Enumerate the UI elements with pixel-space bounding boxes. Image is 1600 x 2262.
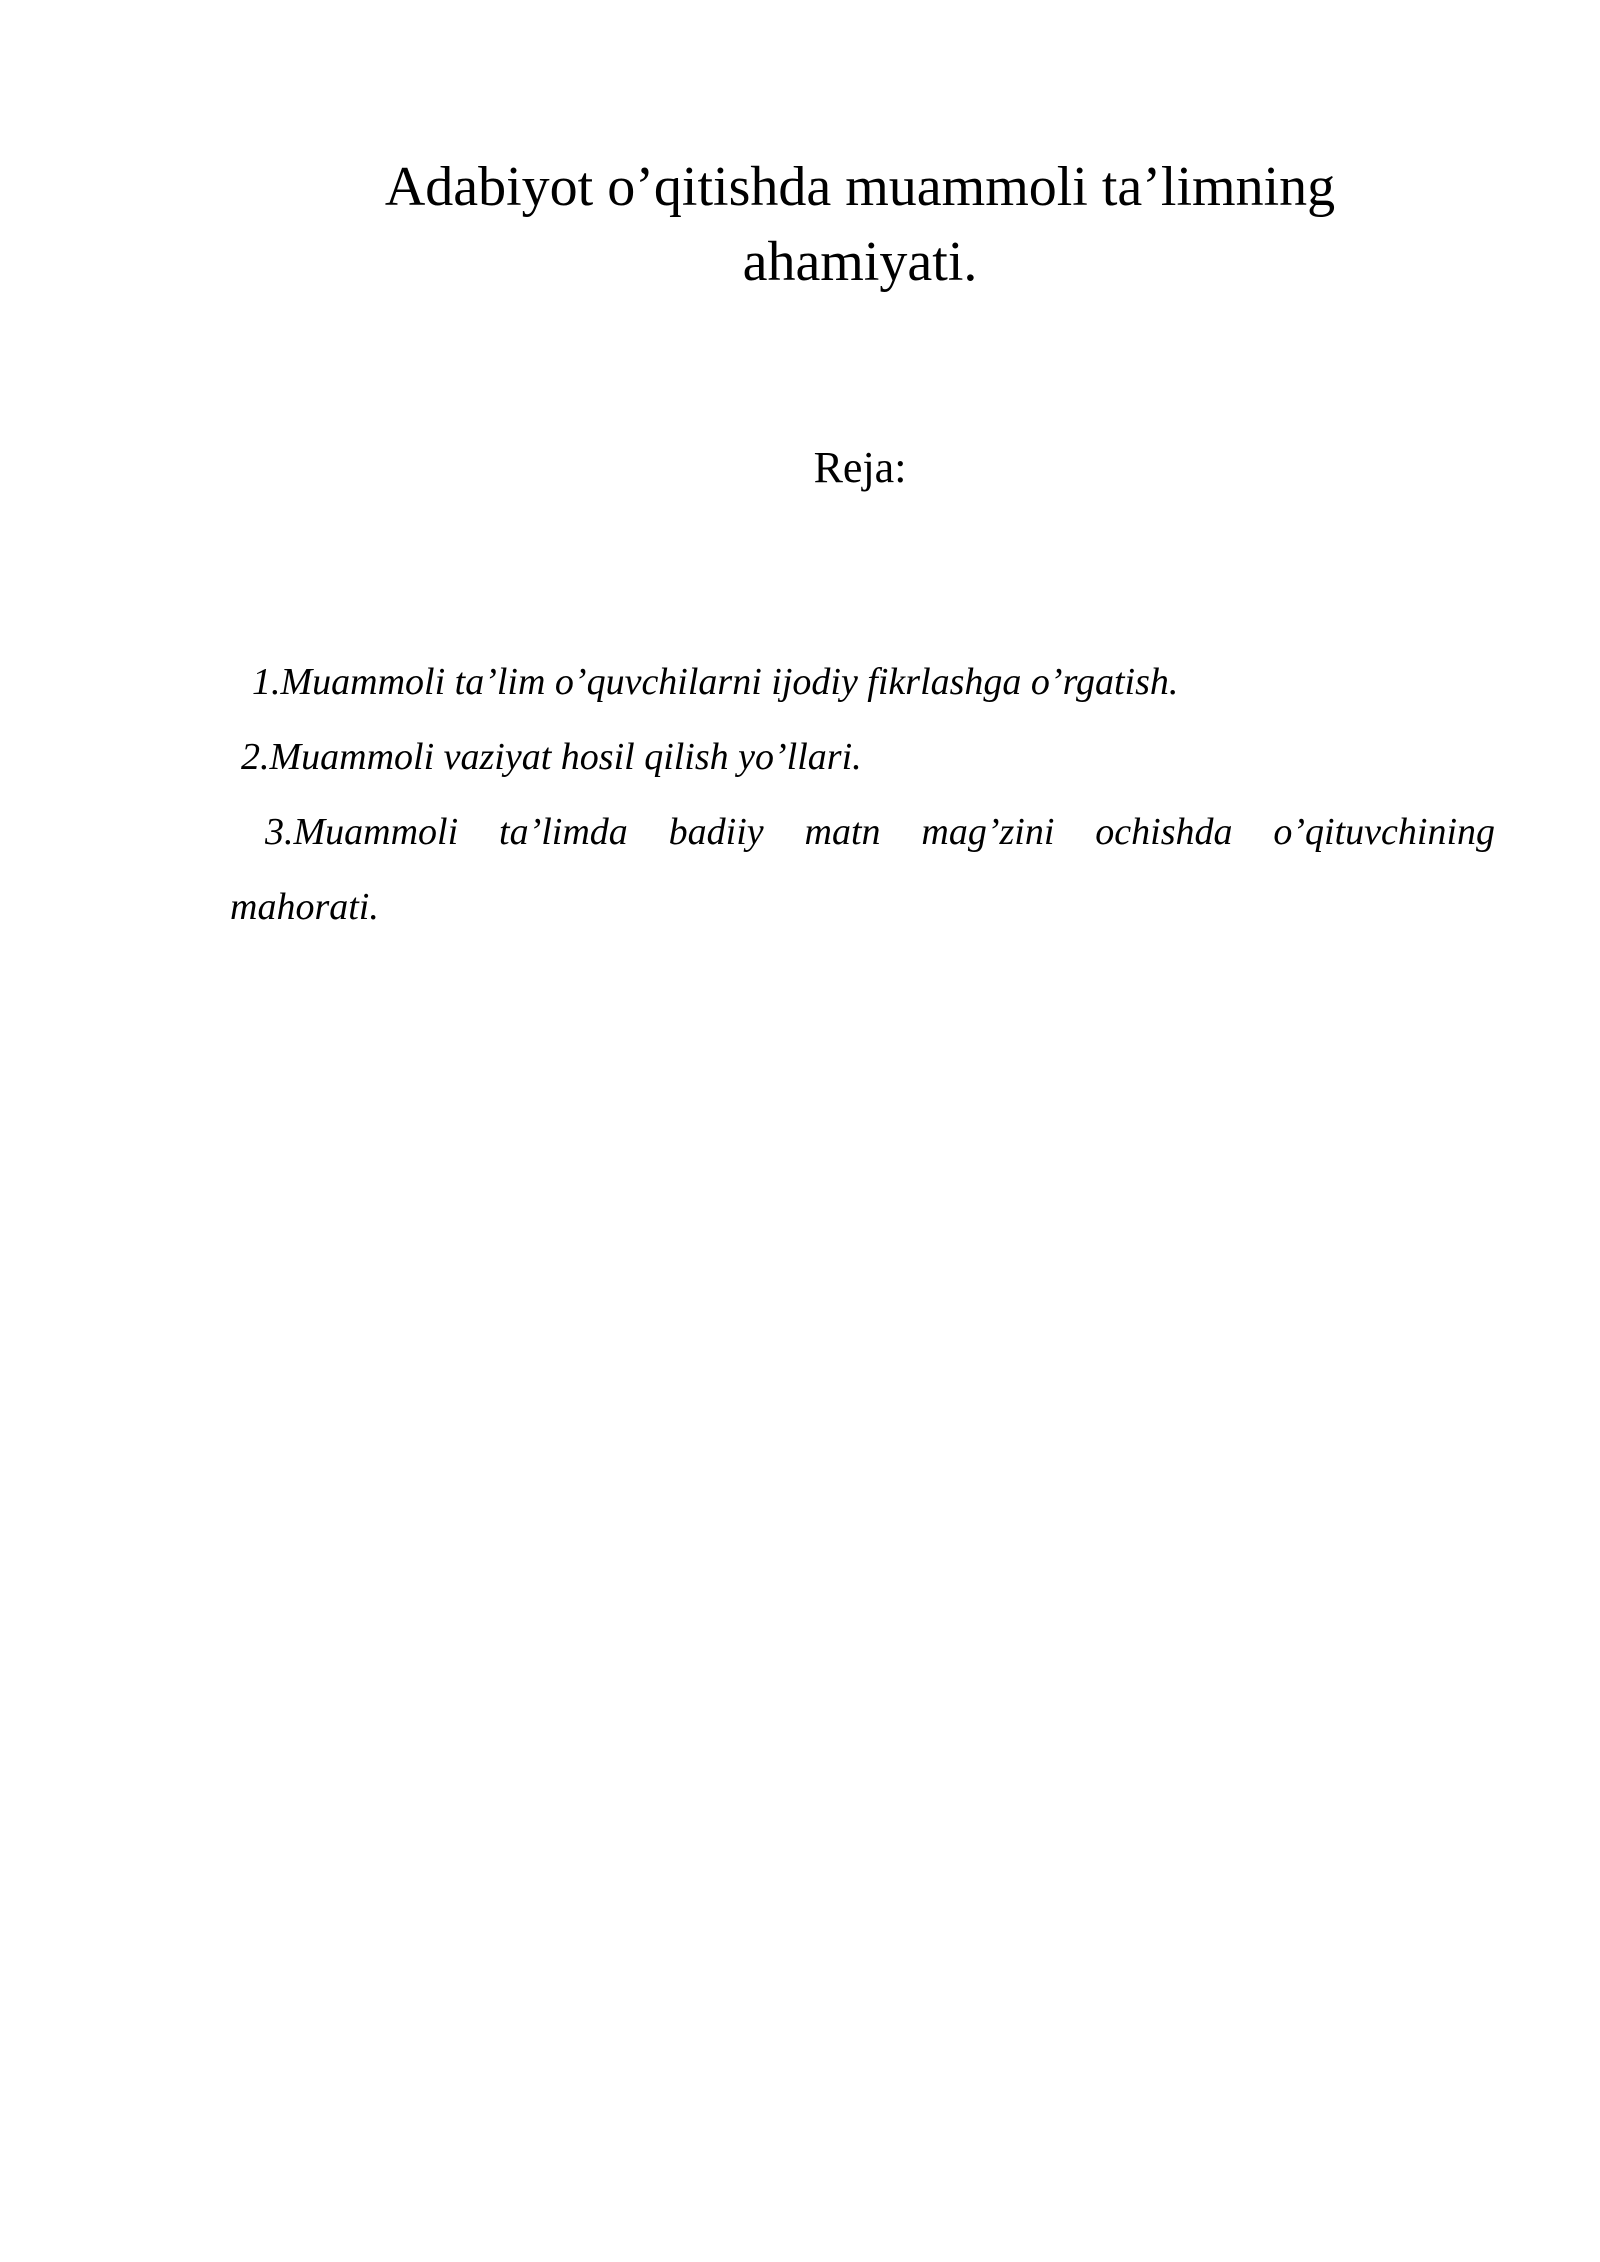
plan-item-3: 3.Muammoli ta’limda badiiy matn mag’zini ochishda o’qituvchining mahorati. (230, 811, 1495, 928)
document-title (300, 150, 1420, 300)
plan-item-2: 2.Muammoli vaziyat hosil qilish yo’llari. (241, 736, 862, 778)
plan-heading: Reja: (813, 443, 907, 492)
plan-item-1: 1.Muammoli ta’lim o’quvchilarni ijodiy fikrlashga o’rgatish. (252, 661, 1179, 703)
document-title-line-2: ahamiyati. (742, 231, 978, 293)
document-title-line-1: Adabiyot o’qitishda muammoli ta’limning (384, 156, 1336, 218)
plan-list (230, 645, 1495, 945)
